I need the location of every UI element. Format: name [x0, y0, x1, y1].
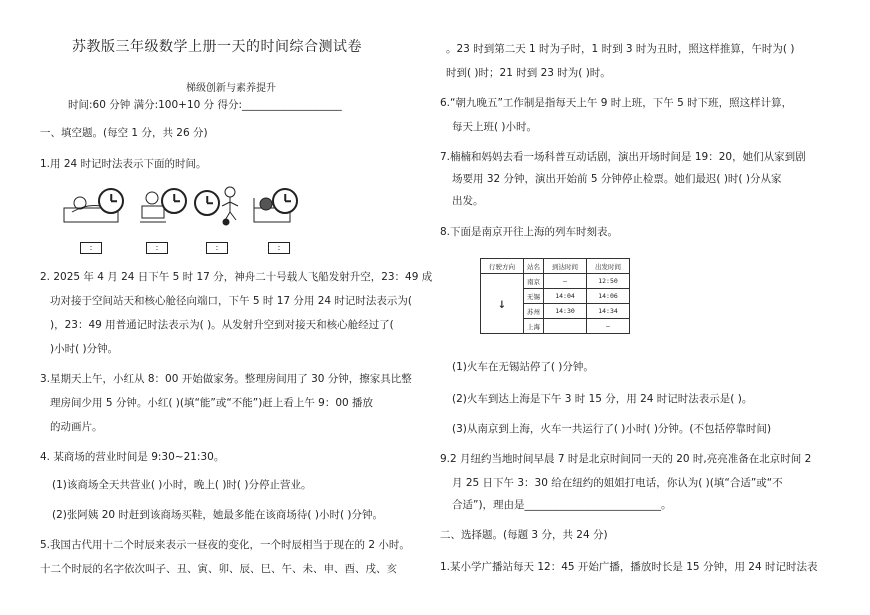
table-cell: 12:50 — [587, 274, 630, 289]
table-cell: 14:34 — [587, 304, 630, 319]
section2-question-1: 1.某小学广播站每天 12：45 开始广播，播放时长是 15 分钟，用 24 时记时法表 — [440, 561, 818, 573]
answer-box[interactable]: : — [80, 242, 102, 254]
question-3-line: 3.星期天上午，小红从 8：00 开始做家务。整理房间用了 30 分钟，擦家具比整 — [40, 373, 412, 385]
question-9-line: 合适”)，理由是__________________________。 — [452, 499, 672, 511]
section1-title: 一、填空题。(每空 1 分，共 26 分) — [40, 127, 208, 139]
question-3-line: 理房间少用 5 分钟。小红( )(填“能”或“不能”)赶上看上午 9：00 播放 — [50, 397, 374, 409]
table-cell: 14:30 — [544, 304, 587, 319]
question-2-line: )，23：49 用普通记时法表示为( )。从发射升空到对接天和核心舱经过了( — [50, 319, 394, 331]
down-arrow-icon: ↓ — [481, 274, 524, 334]
clock-icon — [194, 190, 220, 216]
clock-icon — [272, 188, 298, 214]
question-8-part: (1)火车在无锡站停了( )分钟。 — [452, 361, 594, 373]
question-8-part: (2)火车到达上海是下午 3 时 15 分，用 24 时记时法表示是( )。 — [452, 393, 753, 405]
clock-icon — [98, 188, 124, 214]
table-cell — [544, 319, 587, 334]
table-header: 站名 — [524, 259, 544, 274]
section2-title: 二、选择题。(每题 3 分，共 24 分) — [440, 529, 608, 541]
table-header: 到达时间 — [544, 259, 587, 274]
question-7-line: 场要用 32 分钟，演出开始前 5 分钟停止检票。她们最迟( )时( )分从家 — [452, 173, 782, 185]
question-2-line: )小时( )分钟。 — [50, 343, 119, 355]
answer-box[interactable]: : — [146, 242, 168, 254]
question-4-line: (1)该商场全天共营业( )小时，晚上( )时( )分停止营业。 — [52, 479, 312, 491]
question-6-line: 6.“朝九晚五”工作制是指每天上午 9 时上班，下午 5 时下班，照这样计算， — [440, 97, 793, 109]
question-8: 8.下面是南京开往上海的列车时刻表。 — [440, 226, 619, 238]
table-cell: 苏州 — [524, 304, 544, 319]
question-5-cont: 时到( )时；21 时到 23 时为( )时。 — [446, 67, 611, 79]
table-cell: 14:04 — [544, 289, 587, 304]
question-9-line: 9.2 月纽约当地时间早晨 7 时是北京时间同一天的 20 时,亮亮准备在北京时间 2 — [440, 453, 812, 465]
table-cell: — — [587, 319, 630, 334]
question-8-part: (3)从南京到上海，火车一共运行了( )小时( )分钟。(不包括停靠时间) — [452, 423, 772, 435]
table-header: 出发时间 — [587, 259, 630, 274]
question-7-line: 7.楠楠和妈妈去看一场科普互动话剧，演出开场时间是 19：20，她们从家到剧 — [440, 151, 806, 163]
exam-meta: 时间:60 分钟 满分:100+10 分 得分:___________________ — [68, 99, 342, 111]
clock-icon — [161, 188, 187, 214]
table-cell: 上海 — [524, 319, 544, 334]
question-1: 1.用 24 时记时法表示下面的时间。 — [40, 158, 207, 170]
question-6-line: 每天上班( )小时。 — [452, 121, 538, 133]
question-4-line: (2)张阿姨 20 时赶到该商场买鞋，她最多能在该商场待( )小时( )分钟。 — [52, 509, 383, 521]
question-5-cont: 。23 时到第二天 1 时为子时，1 时到 3 时为丑时，照这样推算，午时为( ) — [446, 43, 795, 55]
table-cell: 南京 — [524, 274, 544, 289]
table-cell: 14:06 — [587, 289, 630, 304]
question-5-line: 5.我国古代用十二个时辰来表示一昼夜的变化，一个时辰相当于现在的 2 小时。 — [40, 539, 410, 551]
question-2-line: 功对接于空间站天和核心舱径向端口，下午 5 时 17 分用 24 时记时法表示为( — [50, 295, 413, 307]
question-7-line: 出发。 — [452, 195, 484, 207]
soccer-child-icon — [218, 186, 242, 226]
page-title: 苏教版三年级数学上册一天的时间综合测试卷 — [72, 39, 362, 55]
table-header: 行驶方向 — [481, 259, 524, 274]
question-4-line: 4. 某商场的营业时间是 9:30~21:30。 — [40, 451, 225, 463]
question-3-line: 的动画片。 — [50, 421, 103, 433]
table-cell: 无锡 — [524, 289, 544, 304]
answer-box[interactable]: : — [206, 242, 228, 254]
answer-box[interactable]: : — [268, 242, 290, 254]
question-2-line: 2. 2025 年 4 月 24 日下午 5 时 17 分，神舟二十号载人飞船发射升空，23：49 成 — [40, 271, 433, 283]
subtitle: 梯级创新与素养提升 — [186, 83, 276, 94]
train-timetable — [480, 258, 630, 334]
question-5-line: 十二个时辰的名字依次叫子、丑、寅、卯、辰、巳、午、未、申、酉、戌、亥 — [40, 563, 397, 575]
question-9-line: 月 25 日下午 3：30 给在纽约的姐姐打电话，你认为( )(填“合适”或“不 — [452, 477, 783, 489]
table-cell: — — [544, 274, 587, 289]
